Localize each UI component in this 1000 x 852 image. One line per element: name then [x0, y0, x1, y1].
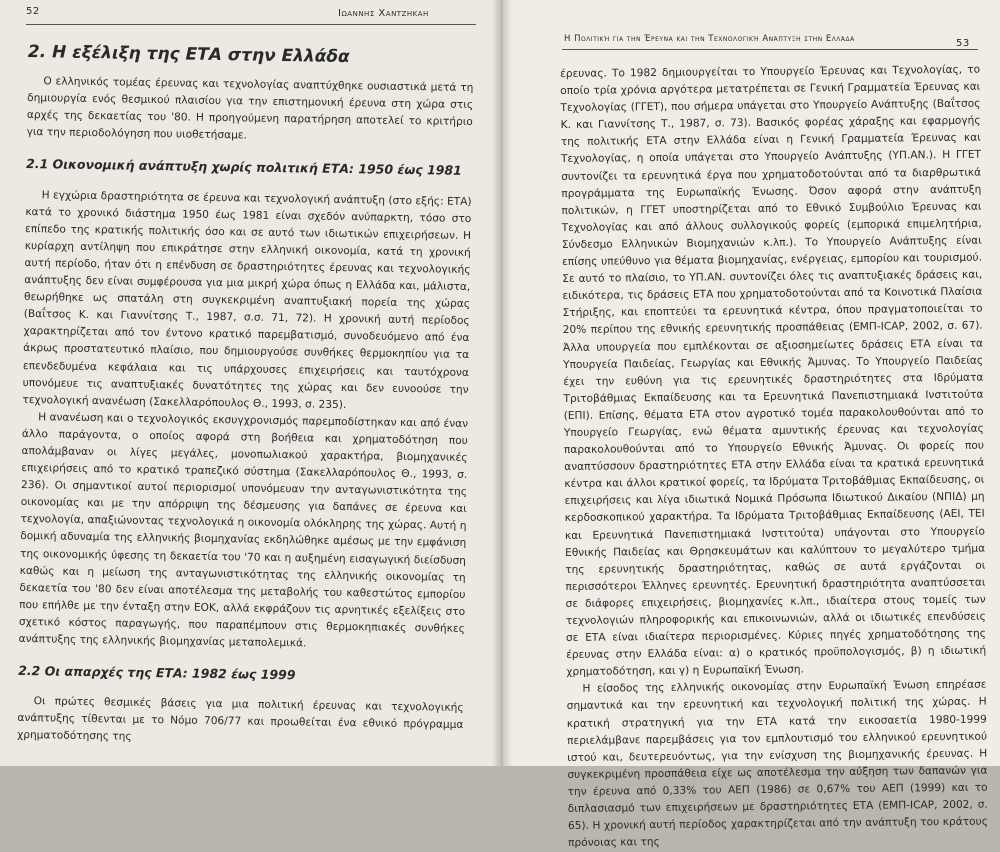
paragraph: Η εγχώρια δραστηριότητα σε έρευνα και τεχνολογική ανάπτυξη (στο εξής: ΕΤΑ) κατά το χρονικό διάστημα 1950 έως 1981 είναι σχεδόν ανύπαρκτη, τόσο στο επίπεδο της κρατικής πολιτικής όσο και σε αυτό των ιδιωτικών επιχειρήσεων. Η κυρίαρχη αντίληψη που επικράτησε στην ελληνική οικονομία, κατά τη χρονική αυτή περίοδο, ήταν ότι η επένδυση σε δραστηριότητες έρευνας και τεχνολογικής ανάπτυξης δεν είναι συμφέρουσα για μια μικρή χώρα όπως η Ελλάδα και, μάλιστα, θεωρήθηκε ως σπατάλη στη συγκεκριμένη αναπτυξιακή πορεία της χώρας (Βαΐτσος Κ. και Γιαννίτσης Τ., 1987, σ.σ. 71, 72). Η χρονική αυτή περίοδος χαρακτηρίζεται από τον έντονο κρατικό παρεμβατισμό, συνοδευόμενο από ένα άκρως προστατευτικό πλαίσιο, που δημιουργούσε συνθήκες θερμοκηπίου για τα επενδεδυμένα κεφάλαια και τις υπάρχουσες επιχειρήσεις και ταυτόχρονα υπονόμευε τις αναπτυξιακές δυνατότητες της χώρας και δεν ευνοούσε την τεχνολογική ανανέωση (Σακελλαρόπουλος Θ., 1993, σ. 235).: [22, 188, 472, 411]
left-text-block: [17, 44, 474, 751]
header-rule: [26, 24, 476, 25]
page-number: 53: [956, 38, 970, 49]
running-head: Η Πολιτική για την Έρευνα και την Τεχνολογική Ανάπτυξη στην Ελλάδα: [564, 34, 855, 44]
paragraph: Ο ελληνικός τομέας έρευνας και τεχνολογίας αναπτύχθηκε ουσιαστικά μετά τη δημιουργία ενός θεσμικού πλαισίου για την επιστημονική έρευνα στη χώρα στις αρχές της δεκαετίας του '80. Η προηγούμενη παρατήρηση αποτελεί το κριτήριο για την περιοδολόγηση που υιοθετήσαμε.: [26, 75, 474, 142]
section-heading: 2. Η εξέλιξη της ΕΤΑ στην Ελλάδα: [27, 42, 350, 68]
paragraph: Η είσοδος της ελληνικής οικονομίας στην Ευρωπαϊκή Ένωση επηρέασε σημαντικά και την ερευνητική και τεχνολογική πολιτική της χώρας. Η κρατική στρατηγική για την ΕΤΑ κατά την εικοσαετία 1980-1999 περιελάμβανε παρεμβάσεις για τον εμπλουτισμό του ελληνικού ερευνητικού ιστού και, δευτερευόντως, για την ενίσχυση της βιομηχανικής έρευνας. Η συγκεκριμένη προσπάθεια είχε ως αποτέλεσμα την αύξηση των δαπανών για την έρευνα από 0,33% του ΑΕΠ (1986) σε 0,67% του ΑΕΠ (1999) και το διπλασιασμό των επιχειρήσεων με δραστηριότητες ΕΤΑ (ΕΜΠ-ICAP, 2002, σ. 65). Η χρονική αυτή περίοδος χαρακτηρίζεται από την ανάπτυξη του κράτους πρόνοιας και της: [566, 678, 988, 850]
subsection-heading: 2.2 Οι απαρχές της ΕΤΑ: 1982 έως 1999: [18, 663, 296, 683]
right-page: [500, 0, 1000, 850]
running-head: Ιωαννης Χαντζηκαη: [338, 8, 429, 19]
paragraph: Οι πρώτες θεσμικές βάσεις για μια πολιτική έρευνας και τεχνολογικής ανάπτυξης τίθενται με το Νόμο 706/77 και προωθείται ένα εθνικό πρόγραμμα χρηματοδότησης της: [17, 695, 464, 744]
right-text-block: [560, 62, 988, 852]
header-rule: [562, 49, 978, 50]
paragraph: Η ανανέωση και ο τεχνολογικός εκσυγχρονισμός παρεμποδίστηκαν και από έναν άλλο παράγοντα, ο οποίος αφορά στη βοήθεια και χρηματοδότηση που απολάμβαναν οι λίγες μεγάλες, μονοπωλιακού χαρακτήρα, βιομηχανικές επιχειρήσεις από το κρατικό τραπεζικό σύστημα (Σακελλαρόπουλος Θ., 1993, σ. 236). Οι σημαντικοί αυτοί περιορισμοί υπονόμευαν την ανταγωνιστικότητα της οικονομίας και με την απόρριψη της δέσμευσης για δαπάνες σε έρευνα και τεχνολογία, απαξιώνοντας τεχνολογικά η οικονομία ολόκληρης της χώρας. Αυτή η δομική αδυναμία της ελληνικής βιομηχανίας εκδηλώθηκε αμέσως με την εμφάνιση της οικονομικής ύφεσης τη δεκαετία του '70 και η αυξημένη εισαγωγική διείσδυση καθώς και η μείωση της ανταγωνιστικότητας της ελληνικής οικονομίας τη δεκαετία του '80 δεν είναι αποτέλεσμα της μεταβολής του καθεστώτος εμπορίου που επήλθε με την ένταξη στην ΕΟΚ, αλλά εκφράζουν τις αρνητικές εξελίξεις στο σχετικό κόστος παραγωγής, που παραπέμπουν στις θερμοκηπιακές συνθήκες ανάπτυξης της ελληνικής βιομηχανίας μεταπολεμικά.: [18, 410, 469, 650]
paragraph: έρευνας. Το 1982 δημιουργείται το Υπουργείο Έρευνας και Τεχνολογίας, το οποίο τρία χρόνια αργότερα μετατρέπεται σε Γενική Γραμματεία Έρευνας και Τεχνολογίας (ΓΓΕΤ), που σήμερα υπάγεται στο Υπουργείο Ανάπτυξης (Βαΐτσος Κ. και Γιαννίτσης Τ., 1987, σ. 73). Βασικός φορέας χάραξης και εφαρμογής της πολιτικής ΕΤΑ στην Ελλάδα είναι η Γενική Γραμματεία Έρευνας και Τεχνολογίας, η οποία υπάγεται στο Υπουργείο Ανάπτυξης (ΥΠ.ΑΝ.). Η ΓΓΕΤ συντονίζει τα ερευνητικά έργα που χρηματοδοτούνται από τα διαρθρωτικά προγράμματα της Ευρωπαϊκής Ένωσης. Όσον αφορά στην ανάπτυξη πολιτικών, η ΓΓΕΤ υποστηρίζεται από το Εθνικό Συμβούλιο Έρευνας και Τεχνολογίας και από άλλους συλλογικούς φορείς (εμπορικά επιμελητήρια, Σύνδεσμο Ελληνικών Βιομηχανιών κ.λπ.). Το Υπουργείο Ανάπτυξης είναι επίσης υπεύθυνο για θέματα βιομηχανίας, ενέργειας, εμπορίου και τουρισμού. Σε αυτό το πλαίσιο, το ΥΠ.ΑΝ. συντονίζει όλες τις αναπτυξιακές δράσεις και, ειδικότερα, τις δράσεις ΕΤΑ που χρηματοδοτούνται από τα Κοινοτικά Πλαίσια Στήριξης, και εποπτεύει τα ερευνητικά κέντρα, όπου πραγματοποιείται το 20% περίπου της εθνικής ερευνητικής προσπάθειας (ΕΜΠ-ICAP, 2002, σ. 67). Άλλα υπουργεία που εμπλέκονται σε αξιοσημείωτες δράσεις ΕΤΑ είναι τα Υπουργεία Παιδείας, Γεωργίας και Εθνικής Άμυνας. Το Υπουργείο Παιδείας έχει την ευθύνη για τις ερευνητικές δραστηριότητες στα Ιδρύματα Τριτοβάθμιας Εκπαίδευσης και τα Ερευνητικά Πανεπιστημιακά Ινστιτούτα (ΕΠΙ). Επίσης, θέματα ΕΤΑ στον αγροτικό τομέα παρακολουθούνται από το Υπουργείο Γεωργίας, ενώ θέματα αμυντικής έρευνας και τεχνολογίας παρακολουθούνται από το Υπουργείο Εθνικής Άμυνας. Οι φορείς που αναπτύσσουν δραστηριότητες ΕΤΑ στην Ελλάδα είναι τα κρατικά ερευνητικά κέντρα και άλλοι κρατικοί φορείς, τα Ιδρύματα Τριτοβάθμιας Εκπαίδευσης, οι επιχειρήσεις και λίγα ιδιωτικά Νομικά Πρόσωπα Ιδιωτικού Δικαίου (ΝΠΙΔ) μη κερδοσκοπικού χαρακτήρα. Τα Ιδρύματα Τριτοβάθμιας Εκπαίδευσης (ΑΕΙ, ΤΕΙ και Ερευνητικά Πανεπιστημιακά Ινστιτούτα) υπάγονται στο Υπουργείο Εθνικής Παιδείας και Θρησκευμάτων και καλύπτουν το μεγαλύτερο τμήμα της ερευνητικής δραστηριότητας, καθώς σε αυτά εργάζονται οι περισσότεροι Έλληνες ερευνητές. Ερευνητική δραστηριότητα αναπτύσσεται σε διάφορες επιχειρήσεις, βιομηχανίες κ.λπ., ιδιαίτερα στους τομείς των τεχνολογιών πληροφορικής και επικοινωνιών, αλλά οι ιδιωτικές επενδύσεις σε ΕΤΑ είναι ιδιαίτερα περιορισμένες. Κύριες πηγές χρηματοδότησης της έρευνας στην Ελλάδα είναι: α) ο κρατικός προϋπολογισμός, β) η ιδιωτική χρηματοδότηση, και γ) η Ευρωπαϊκή Ένωση.: [560, 63, 987, 679]
left-page: [0, 0, 500, 766]
page-number: 52: [26, 6, 40, 17]
book-gutter: [492, 0, 512, 766]
subsection-heading: 2.1 Οικονομική ανάπτυξη χωρίς πολιτική ΕΤΑ: 1950 έως 1981: [25, 156, 462, 179]
